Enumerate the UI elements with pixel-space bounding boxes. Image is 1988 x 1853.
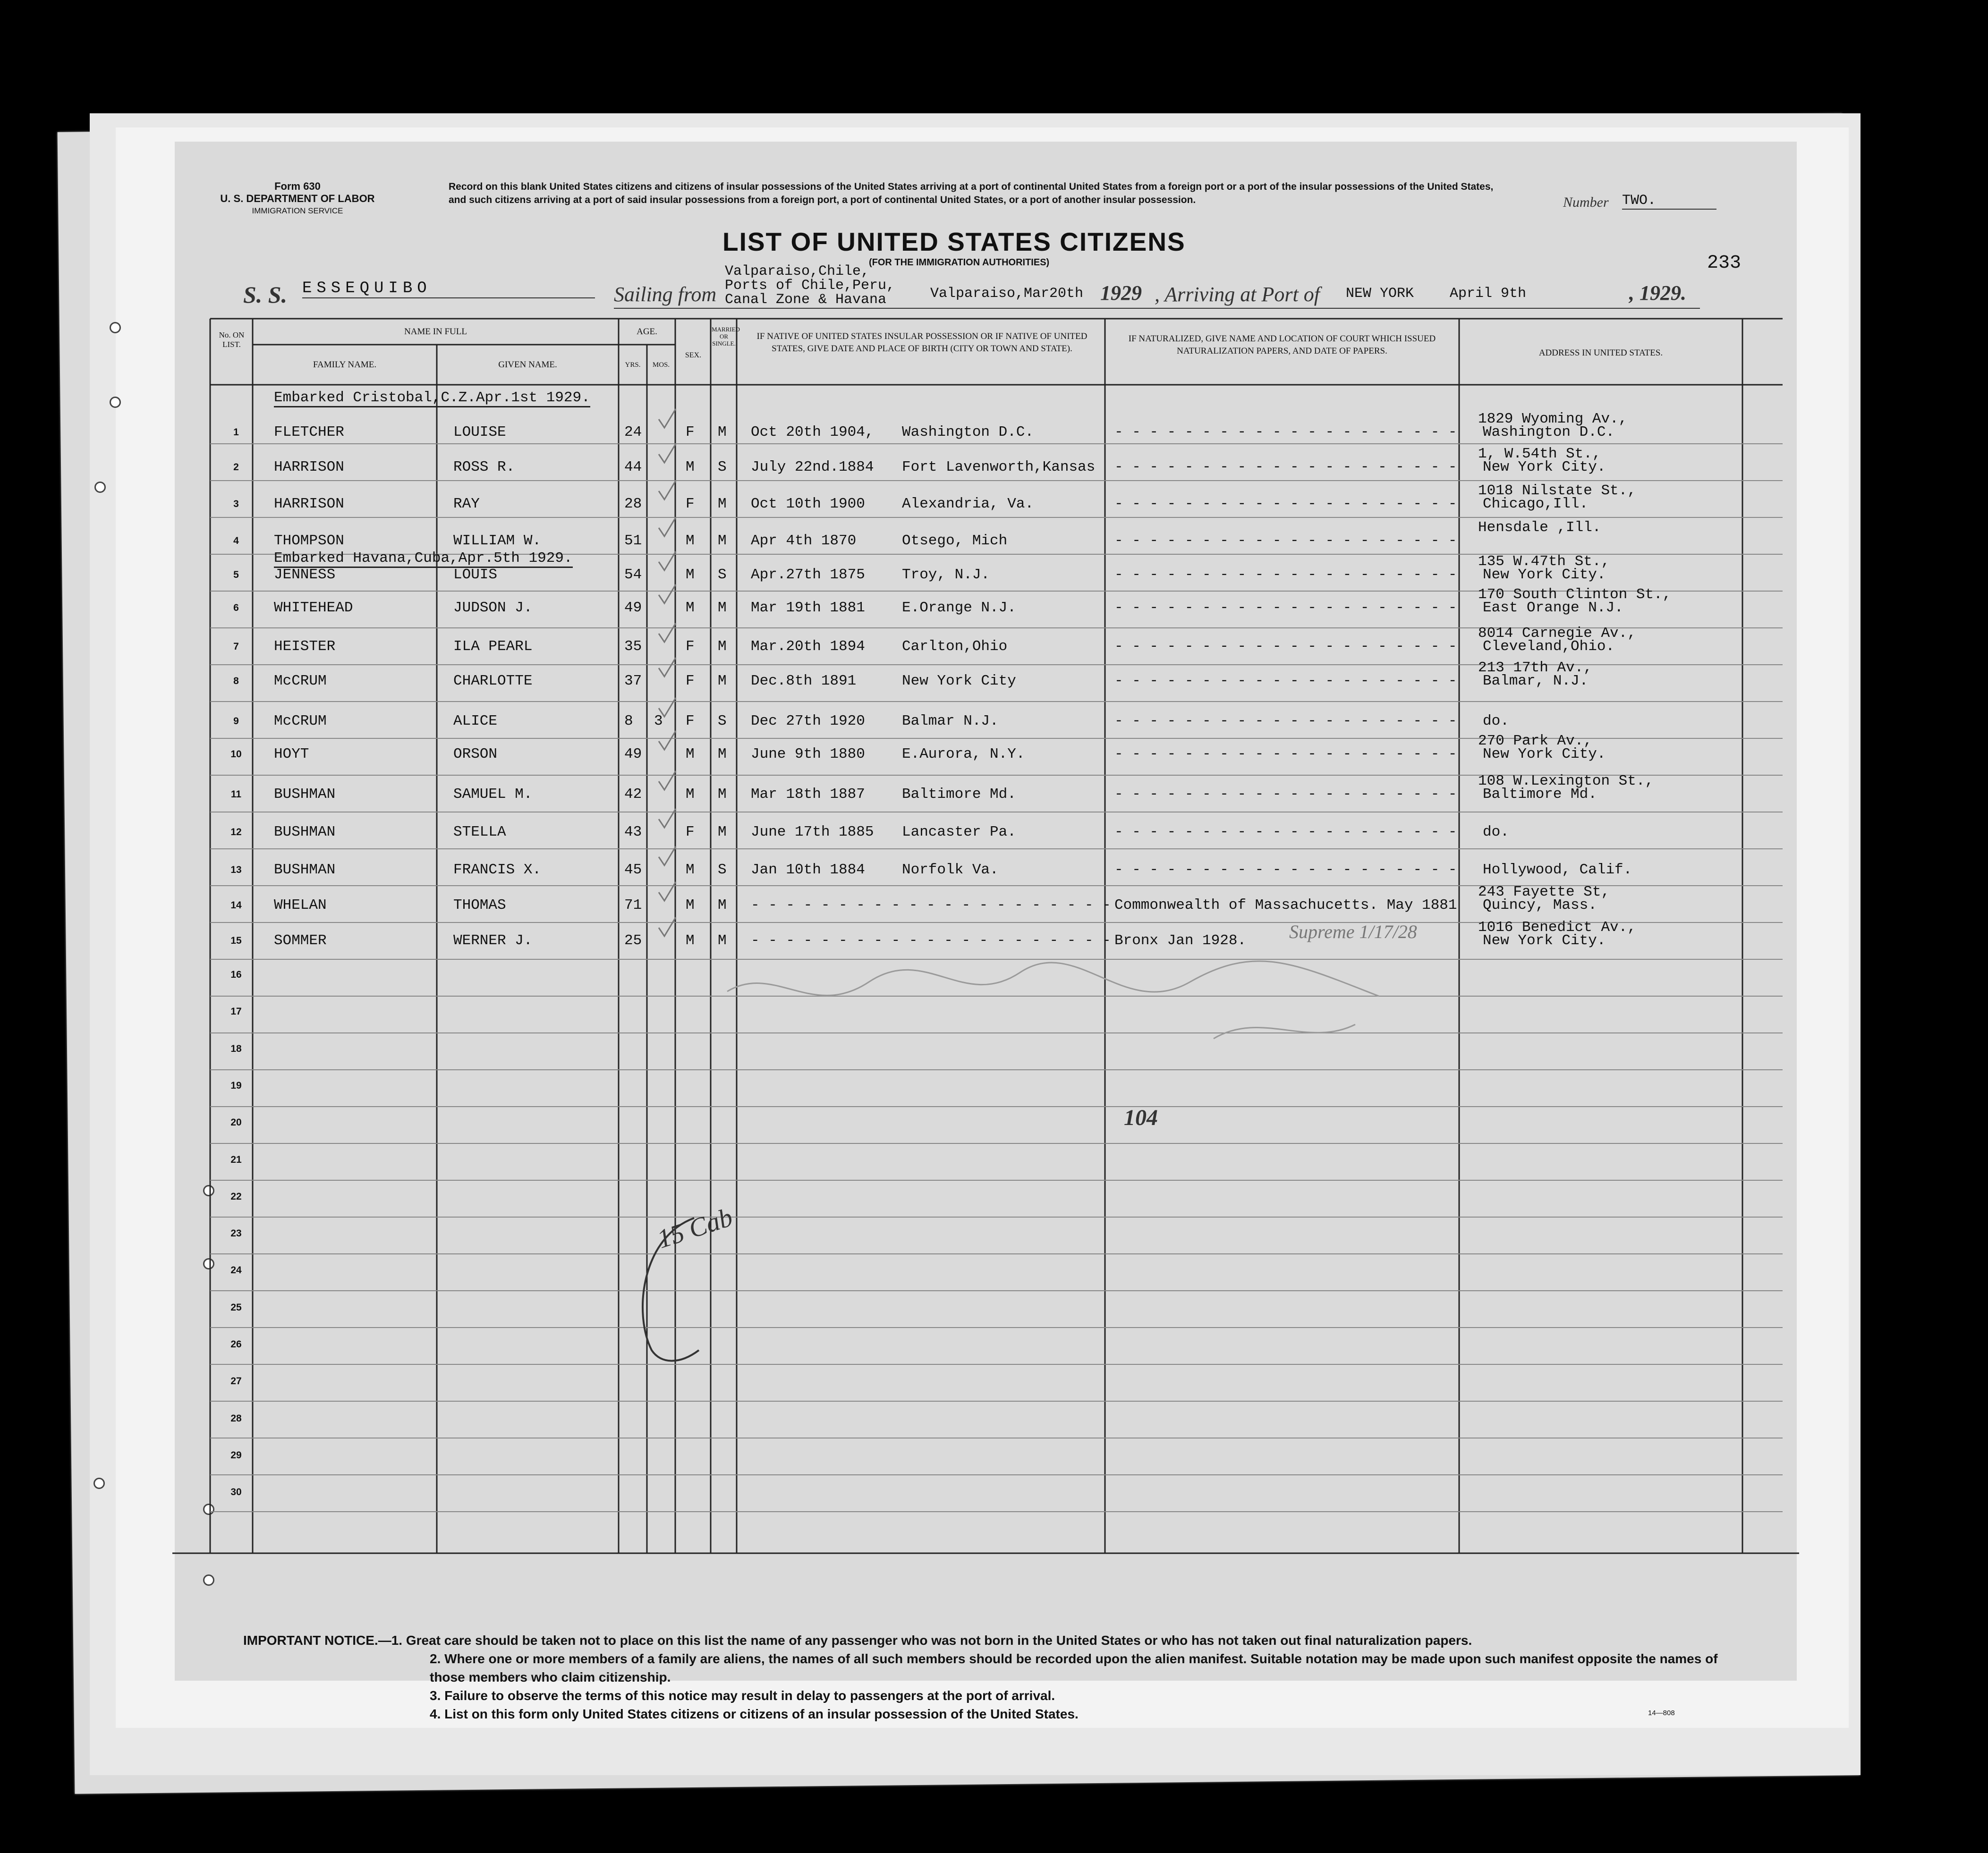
- cell-sex: M: [686, 786, 695, 803]
- notice-4: 4. List on this form only United States citizens or citizens of an insular possession of the United States.: [430, 1707, 1079, 1721]
- notice-1: —1. Great care should be taken not to place on this list the name of any passenger who was not born in the United States or who has not taken out final naturalization papers.: [378, 1633, 1472, 1648]
- row-number: 1: [233, 427, 239, 438]
- handwritten-bracket: [623, 1209, 718, 1369]
- cell-family: WHITEHEAD: [274, 600, 353, 616]
- col-given-name: GIVEN NAME.: [498, 360, 557, 370]
- cell-sex: M: [686, 746, 695, 762]
- row-number: 25: [230, 1302, 242, 1313]
- cell-yrs: 49: [624, 600, 642, 616]
- cell-nat: - - - - - - - - - - - - - - - - - - - -: [1114, 533, 1457, 549]
- row-number: 23: [230, 1228, 242, 1239]
- cell-family: HARRISON: [274, 459, 344, 475]
- arriving-label: , Arriving at Port of: [1155, 283, 1320, 306]
- col-age: AGE.: [637, 327, 657, 337]
- cell-given: LOUIS: [453, 567, 498, 583]
- row-number: 26: [230, 1339, 242, 1350]
- form-code: 14—808: [1648, 1709, 1675, 1717]
- cell-place: E.Orange N.J.: [902, 600, 1016, 616]
- notice-heading: IMPORTANT NOTICE.: [243, 1633, 378, 1648]
- embarked-note: Embarked Havana,Cuba,Apr.5th 1929.: [274, 550, 573, 568]
- row-number: 15: [230, 935, 242, 946]
- cell-date: Mar.20th 1894: [751, 638, 865, 655]
- cell-ms: S: [718, 713, 727, 729]
- cell-yrs: 51: [624, 533, 642, 549]
- cell-family: McCRUM: [274, 673, 327, 689]
- cell-nat: - - - - - - - - - - - - - - - - - - - -: [1114, 862, 1457, 878]
- cell-yrs: 28: [624, 496, 642, 512]
- row-number: 2: [233, 462, 239, 473]
- cell-nat: - - - - - - - - - - - - - - - - - - - -: [1114, 824, 1457, 840]
- col-address: ADDRESS IN UNITED STATES.: [1538, 348, 1663, 358]
- page-number: 233: [1707, 253, 1742, 274]
- cell-ms: S: [718, 459, 727, 475]
- cell-sex: F: [686, 673, 695, 689]
- row-number: 21: [230, 1154, 242, 1165]
- cell-sex: M: [686, 600, 695, 616]
- row-number: 29: [230, 1449, 242, 1461]
- cell-addr1: 1018 Nilstate St.,: [1478, 482, 1636, 499]
- cell-addr2: Baltimore Md.: [1483, 786, 1597, 803]
- cell-yrs: 37: [624, 673, 642, 689]
- ship-name: ESSEQUIBO: [302, 279, 595, 298]
- cell-place: Washington D.C.: [902, 424, 1034, 440]
- cell-nat: - - - - - - - - - - - - - - - - - - - -: [1114, 459, 1457, 475]
- cell-addr2: New York City.: [1483, 459, 1606, 475]
- row-number: 9: [233, 716, 239, 727]
- cell-place: Fort Lavenworth,Kansas: [902, 459, 1096, 475]
- cell-sex: M: [686, 533, 695, 549]
- cell-ms: M: [718, 424, 727, 440]
- cell-family: FLETCHER: [274, 424, 344, 440]
- cell-addr2: New York City.: [1483, 746, 1606, 762]
- cell-ms: S: [718, 567, 727, 583]
- cell-sex: F: [686, 713, 695, 729]
- col-name-in-full: NAME IN FULL: [404, 327, 467, 337]
- cell-addr1: 213 17th Av.,: [1478, 660, 1592, 676]
- cell-date: July 22nd.1884: [751, 459, 874, 475]
- sailing-date: Valparaiso,Mar20th: [930, 286, 1084, 302]
- cell-sex: F: [686, 638, 695, 655]
- form-subtitle: (FOR THE IMMIGRATION AUTHORITIES): [869, 257, 1050, 268]
- cell-place: Balmar N.J.: [902, 713, 999, 729]
- cell-sex: M: [686, 862, 695, 878]
- cell-addr1: 270 Park Av.,: [1478, 733, 1592, 749]
- col-birth: IF NATIVE OF UNITED STATES INSULAR POSSESSION OR IF NATIVE OF UNITED STATES, GIVE DATE AND PLACE OF BIRTH (CITY OR TOWN AND STATE).: [756, 331, 1087, 354]
- cell-place: Carlton,Ohio: [902, 638, 1008, 655]
- cell-yrs: 43: [624, 824, 642, 840]
- cell-family: WHELAN: [274, 897, 327, 914]
- cell-addr2: New York City.: [1483, 567, 1606, 583]
- row-number: 24: [230, 1265, 242, 1276]
- handwritten-supreme: Supreme 1/17/28: [1289, 921, 1417, 942]
- sailing-from-line: Ports of Chile,Peru,: [725, 278, 895, 294]
- row-number: 14: [230, 900, 242, 911]
- col-yrs: YRS.: [625, 361, 641, 369]
- cell-nat: - - - - - - - - - - - - - - - - - - - -: [1114, 424, 1457, 440]
- cell-addr2: New York City.: [1483, 932, 1606, 949]
- cell-nat: Commonwealth of Massachucetts. May 1881: [1114, 897, 1457, 914]
- cell-mos: 3: [654, 713, 663, 729]
- cell-ms: M: [718, 932, 727, 949]
- cell-ms: M: [718, 496, 727, 512]
- cell-place: Lancaster Pa.: [902, 824, 1016, 840]
- cell-date: Oct 10th 1900: [751, 496, 865, 512]
- record-instructions: Record on this blank United States citizens and citizens of insular possessions of the United States arriving at a port of continental United States from a foreign port or a port of the insular possessions of the United States, and such citizens arriving at a port of said insular possessions from a foreign port, a port of continental United States, or a port of another insular possession.: [449, 181, 1494, 205]
- row-number: 20: [230, 1117, 242, 1128]
- cell-addr2: Balmar, N.J.: [1483, 673, 1589, 689]
- sailing-year: 1929: [1100, 281, 1142, 305]
- cell-family: HEISTER: [274, 638, 336, 655]
- cell-yrs: 45: [624, 862, 642, 878]
- cell-given: ORSON: [453, 746, 498, 762]
- notice-3: 3. Failure to observe the terms of this notice may result in delay to passengers at the port of arrival.: [430, 1688, 1055, 1703]
- cell-family: HOYT: [274, 746, 309, 762]
- notice-2: 2. Where one or more members of a family are aliens, the names of all such members should be recorded upon the alien manifest. Suitable notation may be made upon such manifest opposite the names of those members who claim citizenship.: [430, 1651, 1718, 1684]
- cell-date: Dec.8th 1891: [751, 673, 857, 689]
- cell-given: ROSS R.: [453, 459, 515, 475]
- cell-given: WILLIAM W.: [453, 533, 542, 549]
- cell-addr2: do.: [1483, 713, 1509, 729]
- number-value: TWO.: [1622, 193, 1716, 210]
- col-married: MARRIED OR SINGLE.: [712, 326, 740, 347]
- cell-addr1: 135 W.47th St.,: [1478, 553, 1610, 570]
- cell-given: JUDSON J.: [453, 600, 533, 616]
- cell-ms: M: [718, 533, 727, 549]
- cell-addr1: 1829 Wyoming Av.,: [1478, 411, 1628, 427]
- cell-given: STELLA: [453, 824, 506, 840]
- cell-family: SOMMER: [274, 932, 327, 949]
- cell-given: LOUISE: [453, 424, 506, 440]
- cell-addr1: 1016 Benedict Av.,: [1478, 919, 1636, 936]
- cell-given: ILA PEARL: [453, 638, 533, 655]
- form-number: Form 630: [274, 180, 321, 192]
- row-number: 11: [230, 789, 242, 800]
- cell-family: BUSHMAN: [274, 862, 336, 878]
- cell-family: THOMPSON: [274, 533, 344, 549]
- handwritten-cab: 15 Cab: [654, 1202, 736, 1254]
- cell-yrs: 54: [624, 567, 642, 583]
- cell-nat: - - - - - - - - - - - - - - - - - - - -: [1114, 746, 1457, 762]
- row-number: 17: [230, 1006, 242, 1017]
- cell-sex: F: [686, 824, 695, 840]
- cell-sex: F: [686, 496, 695, 512]
- cell-ms: M: [718, 600, 727, 616]
- cell-place: Norfolk Va.: [902, 862, 999, 878]
- cell-sex: M: [686, 932, 695, 949]
- cell-addr1: Hensdale ,Ill.: [1478, 519, 1601, 536]
- cell-sex: M: [686, 897, 695, 914]
- cell-family: JENNESS: [274, 567, 336, 583]
- cell-ms: M: [718, 746, 727, 762]
- cell-yrs: 35: [624, 638, 642, 655]
- row-number: 7: [233, 641, 239, 652]
- cell-addr2: East Orange N.J.: [1483, 600, 1623, 616]
- ss-label: S. S.: [243, 281, 288, 308]
- cell-nat: - - - - - - - - - - - - - - - - - - - -: [1114, 786, 1457, 803]
- cell-family: BUSHMAN: [274, 824, 336, 840]
- cell-addr2: Quincy, Mass.: [1483, 897, 1597, 914]
- cell-date: Mar 18th 1887: [751, 786, 865, 803]
- cell-date: June 9th 1880: [751, 746, 865, 762]
- row-number: 27: [230, 1376, 242, 1387]
- row-number: 3: [233, 499, 239, 509]
- cell-date: June 17th 1885: [751, 824, 874, 840]
- cell-addr1: 1, W.54th St.,: [1478, 446, 1601, 462]
- col-sex: SEX.: [685, 351, 702, 359]
- cell-place: E.Aurora, N.Y.: [902, 746, 1025, 762]
- cell-given: FRANCIS X.: [453, 862, 542, 878]
- cell-addr1: 8014 Carnegie Av.,: [1478, 625, 1636, 642]
- cell-addr2: Washington D.C.: [1483, 424, 1615, 440]
- cell-place: Baltimore Md.: [902, 786, 1016, 803]
- cell-family: BUSHMAN: [274, 786, 336, 803]
- cell-nat: - - - - - - - - - - - - - - - - - - - -: [1114, 638, 1457, 655]
- col-no: No. ON LIST.: [219, 330, 245, 349]
- important-notice: [243, 1631, 1754, 1723]
- arrival-date: April 9th: [1450, 286, 1527, 302]
- cell-given: SAMUEL M.: [453, 786, 533, 803]
- arrival-year: , 1929.: [1629, 281, 1686, 305]
- cell-addr1: 170 South Clinton St.,: [1478, 586, 1672, 603]
- cell-given: CHARLOTTE: [453, 673, 533, 689]
- cell-given: WERNER J.: [453, 932, 533, 949]
- cell-ms: M: [718, 824, 727, 840]
- cell-place: New York City: [902, 673, 1016, 689]
- cell-addr2: Hollywood, Calif.: [1483, 862, 1632, 878]
- cell-given: ALICE: [453, 713, 498, 729]
- cell-yrs: 71: [624, 897, 642, 914]
- row-number: 28: [230, 1413, 242, 1424]
- row-number: 18: [230, 1043, 242, 1054]
- cell-given: THOMAS: [453, 897, 506, 914]
- faint-signature: [718, 954, 1454, 1058]
- cell-sex: M: [686, 459, 695, 475]
- cell-ms: M: [718, 673, 727, 689]
- cell-yrs: 44: [624, 459, 642, 475]
- cell-yrs: 25: [624, 932, 642, 949]
- cell-family: HARRISON: [274, 496, 344, 512]
- cell-addr2: do.: [1483, 824, 1509, 840]
- row-number: 22: [230, 1191, 242, 1202]
- cell-yrs: 42: [624, 786, 642, 803]
- cell-yrs: 24: [624, 424, 642, 440]
- cell-date: Apr.27th 1875: [751, 567, 865, 583]
- row-number: 10: [230, 749, 242, 760]
- cell-addr1: 243 Fayette St,: [1478, 884, 1610, 900]
- cell-nat: - - - - - - - - - - - - - - - - - - - -: [1114, 496, 1457, 512]
- row-number: 13: [230, 864, 242, 875]
- row-number: 5: [233, 569, 239, 580]
- cell-date: Mar 19th 1881: [751, 600, 865, 616]
- cell-yrs: 49: [624, 746, 642, 762]
- row-number: 30: [230, 1487, 242, 1498]
- cell-date: Oct 20th 1904,: [751, 424, 874, 440]
- cell-sex: M: [686, 567, 695, 583]
- cell-date: Jan 10th 1884: [751, 862, 865, 878]
- row-number: 4: [233, 535, 239, 546]
- cell-family: McCRUM: [274, 713, 327, 729]
- cell-addr2: Cleveland,Ohio.: [1483, 638, 1615, 655]
- cell-place: Troy, N.J.: [902, 567, 990, 583]
- cell-sex: F: [686, 424, 695, 440]
- cell-nat: Bronx Jan 1928.: [1114, 932, 1247, 949]
- cell-nat: - - - - - - - - - - - - - - - - - - - -: [1114, 713, 1457, 729]
- service: IMMIGRATION SERVICE: [252, 206, 343, 215]
- cell-place: Alexandria, Va.: [902, 496, 1034, 512]
- handwritten-number: 104: [1124, 1105, 1158, 1130]
- row-number: 16: [230, 969, 242, 980]
- cell-ms: M: [718, 786, 727, 803]
- notice-line: [243, 1631, 1754, 1650]
- arrival-port: NEW YORK: [1346, 286, 1414, 302]
- sailing-from-line: Valparaiso,Chile,: [725, 263, 870, 279]
- cell-date: Apr 4th 1870: [751, 533, 857, 549]
- col-naturalized: IF NATURALIZED, GIVE NAME AND LOCATION OF COURT WHICH ISSUED NATURALIZATION PAPERS, AND DATE OF PAPERS.: [1128, 334, 1436, 356]
- cell-date: Dec 27th 1920: [751, 713, 865, 729]
- cell-ms: M: [718, 638, 727, 655]
- embarked-note: Embarked Cristobal,C.Z.Apr.1st 1929.: [274, 389, 590, 407]
- cell-nat: - - - - - - - - - - - - - - - - - - - -: [1114, 673, 1457, 689]
- sailing-from-line: Canal Zone & Havana: [725, 292, 887, 308]
- number-label: Number: [1563, 195, 1609, 210]
- cell-yrs: 8: [624, 713, 633, 729]
- row-number: 6: [233, 602, 239, 613]
- col-family-name: FAMILY NAME.: [313, 360, 377, 370]
- cell-nat: - - - - - - - - - - - - - - - - - - - -: [1114, 600, 1457, 616]
- cell-ms: M: [718, 897, 727, 914]
- cell-ms: S: [718, 862, 727, 878]
- cell-addr2: Chicago,Ill.: [1483, 496, 1589, 512]
- col-mos: MOS.: [652, 361, 670, 369]
- row-number: 12: [230, 827, 242, 838]
- cell-date: - - - - - - - - - - - - - - - - - - - - -: [751, 897, 1111, 914]
- row-number: 8: [233, 676, 239, 686]
- form-title: LIST OF UNITED STATES CITIZENS: [722, 227, 1186, 256]
- row-number: 19: [230, 1080, 242, 1091]
- cell-place: Otsego, Mich: [902, 533, 1008, 549]
- cell-date: - - - - - - - - - - - - - - - - - - - - -: [751, 932, 1111, 949]
- department: U. S. DEPARTMENT OF LABOR: [220, 193, 375, 204]
- cell-nat: - - - - - - - - - - - - - - - - - - - -: [1114, 567, 1457, 583]
- sailing-label: Sailing from: [614, 283, 717, 306]
- cell-addr1: 108 W.Lexington St.,: [1478, 773, 1654, 789]
- cell-given: RAY: [453, 496, 480, 512]
